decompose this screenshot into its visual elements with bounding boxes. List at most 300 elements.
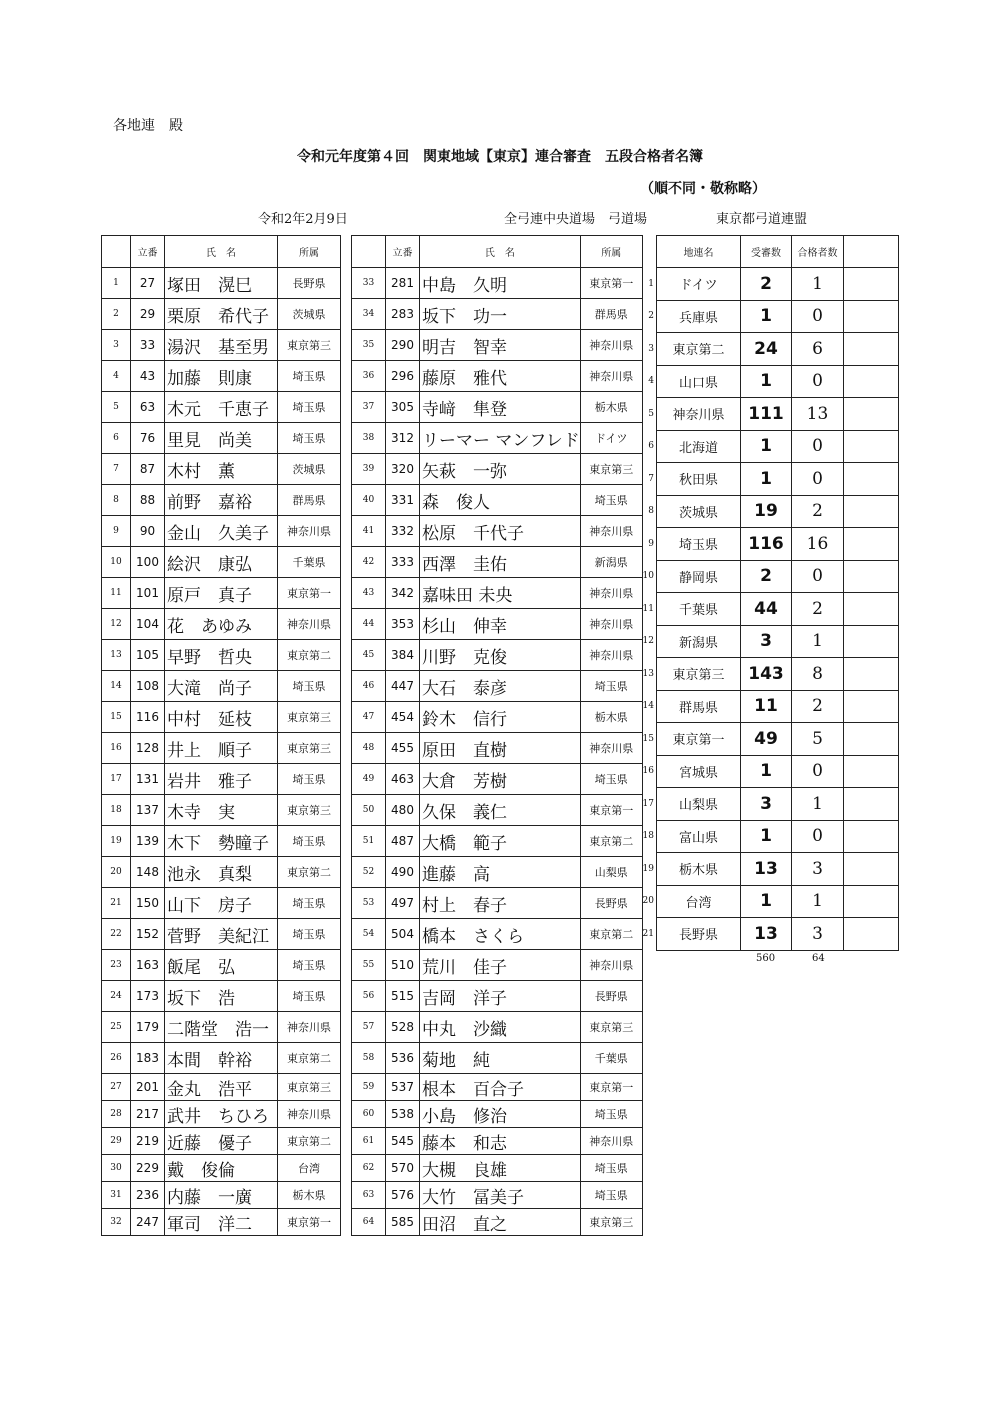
examinee-name: 荒川 佳子 xyxy=(420,950,581,981)
examinee-number: 236 xyxy=(131,1182,165,1209)
examinee-affiliation: 東京第一 xyxy=(278,1209,341,1236)
region-name: 東京第一 xyxy=(657,723,741,756)
summary-index xyxy=(642,560,657,593)
region-name: 東京第二 xyxy=(657,333,741,366)
examinee-number: 510 xyxy=(386,950,420,981)
summary-row xyxy=(654,853,899,886)
passed-header: 合格者数 xyxy=(792,236,844,268)
organizer: 東京都弓道連盟 xyxy=(716,212,808,227)
total-passed: 64 xyxy=(812,953,825,964)
row-index: 14 xyxy=(102,671,131,702)
region-name: 秋田県 xyxy=(657,463,741,496)
examinee-affiliation: 神奈川県 xyxy=(580,733,642,764)
roster-row xyxy=(352,826,643,857)
summary-index xyxy=(648,300,657,333)
summary-index xyxy=(642,755,657,788)
blank-cell xyxy=(844,658,899,691)
examinee-count: 13 xyxy=(741,853,792,886)
summary-row xyxy=(654,593,899,626)
row-index: 64 xyxy=(352,1209,386,1236)
summary-row xyxy=(654,528,899,561)
summary-index-label: 7 xyxy=(648,473,654,484)
examinee-number: 76 xyxy=(131,423,165,454)
row-index: 47 xyxy=(352,702,386,733)
region-name: 東京第三 xyxy=(657,658,741,691)
summary-row xyxy=(654,430,899,463)
examinee-name: 明吉 智幸 xyxy=(420,330,581,361)
examinee-number: 538 xyxy=(386,1101,420,1128)
roster-table-left xyxy=(101,235,341,1236)
passed-count: 1 xyxy=(792,788,844,821)
examinee-name: 杉山 伸幸 xyxy=(420,609,581,640)
examinee-number: 333 xyxy=(386,547,420,578)
examinee-name: 武井 ちひろ xyxy=(165,1101,278,1128)
summary-index-label: 6 xyxy=(648,441,654,452)
region-name: 埼玉県 xyxy=(657,528,741,561)
summary-index-label: 14 xyxy=(642,701,654,712)
row-index: 43 xyxy=(352,578,386,609)
summary-row xyxy=(654,723,899,756)
roster-row xyxy=(102,888,341,919)
examinee-name: 栗原 希代子 xyxy=(165,299,278,330)
row-index: 50 xyxy=(352,795,386,826)
examinee-affiliation: 埼玉県 xyxy=(580,764,642,795)
roster-row xyxy=(352,609,643,640)
examinee-affiliation: 神奈川県 xyxy=(278,1101,341,1128)
examinee-name: リーマー マンフレド xyxy=(420,423,581,454)
examinee-name: 大竹 冨美子 xyxy=(420,1182,581,1209)
examinee-count: 44 xyxy=(741,593,792,626)
examinee-affiliation: 東京第二 xyxy=(580,919,642,950)
examinee-number: 219 xyxy=(131,1128,165,1155)
examinee-number: 384 xyxy=(386,640,420,671)
examinee-number: 296 xyxy=(386,361,420,392)
examinee-affiliation: 埼玉県 xyxy=(278,919,341,950)
number-header: 立番 xyxy=(131,236,165,268)
examinee-affiliation: 埼玉県 xyxy=(278,392,341,423)
blank-cell xyxy=(844,918,899,951)
passed-count: 5 xyxy=(792,723,844,756)
blank-cell xyxy=(844,268,899,301)
roster-row xyxy=(352,1155,643,1182)
examinee-number: 101 xyxy=(131,578,165,609)
examinee-affiliation: 埼玉県 xyxy=(278,764,341,795)
roster-row xyxy=(352,454,643,485)
roster-header-row xyxy=(102,236,341,268)
row-index: 40 xyxy=(352,485,386,516)
examinee-affiliation: 東京第一 xyxy=(580,268,642,299)
roster-header-row xyxy=(352,236,643,268)
region-name: 神奈川県 xyxy=(657,398,741,431)
summary-index-label: 11 xyxy=(642,603,654,614)
summary-index-label: 3 xyxy=(648,343,654,354)
examinee-affiliation: 台湾 xyxy=(278,1155,341,1182)
examinee-number: 497 xyxy=(386,888,420,919)
blank-cell xyxy=(844,755,899,788)
examinee-affiliation: ドイツ xyxy=(580,423,642,454)
examinee-number: 152 xyxy=(131,919,165,950)
summary-index xyxy=(648,463,657,496)
examinee-name: 内藤 一廣 xyxy=(165,1182,278,1209)
examinee-number: 320 xyxy=(386,454,420,485)
summary-index-label: 18 xyxy=(642,831,654,842)
index-header xyxy=(102,236,131,268)
blank-cell xyxy=(844,625,899,658)
affiliation-header: 所属 xyxy=(580,236,642,268)
examinee-name: 大倉 芳樹 xyxy=(420,764,581,795)
examinee-affiliation: 栃木県 xyxy=(580,702,642,733)
passed-count: 0 xyxy=(792,755,844,788)
summary-row xyxy=(654,885,899,918)
examinee-affiliation: 山梨県 xyxy=(580,857,642,888)
examinee-affiliation: 茨城県 xyxy=(278,299,341,330)
roster-row xyxy=(352,795,643,826)
examinee-name: 本間 幹裕 xyxy=(165,1043,278,1074)
roster-row xyxy=(102,516,341,547)
examinee-affiliation: 埼玉県 xyxy=(278,361,341,392)
row-index: 62 xyxy=(352,1155,386,1182)
examinee-count: 1 xyxy=(741,885,792,918)
roster-row xyxy=(102,1043,341,1074)
examinee-count: 1 xyxy=(741,365,792,398)
region-name: 静岡県 xyxy=(657,560,741,593)
examinee-affiliation: 東京第二 xyxy=(278,857,341,888)
passed-count: 3 xyxy=(792,918,844,951)
summary-index xyxy=(648,398,657,431)
examinee-affiliation: 東京第一 xyxy=(580,1074,642,1101)
row-index: 21 xyxy=(102,888,131,919)
examinee-affiliation: 東京第三 xyxy=(278,330,341,361)
examinee-name: 田沼 直之 xyxy=(420,1209,581,1236)
examinee-name: 寺﨑 隼登 xyxy=(420,392,581,423)
examinee-count: 11 xyxy=(741,690,792,723)
region-name: 台湾 xyxy=(657,885,741,918)
roster-row xyxy=(102,795,341,826)
region-name: 新潟県 xyxy=(657,625,741,658)
summary-row xyxy=(654,300,899,333)
row-index: 60 xyxy=(352,1101,386,1128)
examinee-name: 大滝 尚子 xyxy=(165,671,278,702)
examinee-name: 菅野 美紀江 xyxy=(165,919,278,950)
examinee-count: 1 xyxy=(741,300,792,333)
passed-count: 8 xyxy=(792,658,844,691)
examinee-affiliation: 埼玉県 xyxy=(278,950,341,981)
examinee-affiliation: 神奈川県 xyxy=(278,609,341,640)
examinee-count: 1 xyxy=(741,463,792,496)
summary-row xyxy=(654,268,899,301)
passed-count: 13 xyxy=(792,398,844,431)
examinee-name: 坂下 浩 xyxy=(165,981,278,1012)
examinee-number: 545 xyxy=(386,1128,420,1155)
blank-cell xyxy=(844,528,899,561)
examinee-number: 305 xyxy=(386,392,420,423)
row-index: 48 xyxy=(352,733,386,764)
summary-index xyxy=(648,268,657,301)
examinee-name: 原戸 真子 xyxy=(165,578,278,609)
examinee-name: 根本 百合子 xyxy=(420,1074,581,1101)
summary-index-label: 17 xyxy=(642,798,654,809)
roster-row xyxy=(352,1012,643,1043)
examinee-count: 111 xyxy=(741,398,792,431)
examinee-count: 19 xyxy=(741,495,792,528)
examinee-name: 近藤 優子 xyxy=(165,1128,278,1155)
document-title: 令和元年度第４回 関東地域【東京】連合審査 五段合格者名簿 xyxy=(297,149,703,165)
examinee-number: 490 xyxy=(386,857,420,888)
roster-row xyxy=(352,268,643,299)
roster-row xyxy=(102,485,341,516)
examinee-number: 148 xyxy=(131,857,165,888)
summary-index-label: 12 xyxy=(642,636,654,647)
roster-row xyxy=(352,299,643,330)
examinee-affiliation: 茨城県 xyxy=(278,454,341,485)
examinee-number: 108 xyxy=(131,671,165,702)
roster-row xyxy=(352,981,643,1012)
roster-row xyxy=(102,423,341,454)
summary-index xyxy=(648,430,657,463)
examinee-name: 軍司 洋二 xyxy=(165,1209,278,1236)
blank-cell xyxy=(844,300,899,333)
summary-index xyxy=(642,820,657,853)
blank-header xyxy=(844,236,899,268)
row-index: 28 xyxy=(102,1101,131,1128)
roster-row xyxy=(102,392,341,423)
examinee-name: 井上 順子 xyxy=(165,733,278,764)
examinee-name: 橋本 さくら xyxy=(420,919,581,950)
examinee-number: 87 xyxy=(131,454,165,485)
roster-row xyxy=(102,1101,341,1128)
examinee-name: 山下 房子 xyxy=(165,888,278,919)
examinee-number: 332 xyxy=(386,516,420,547)
summary-index-label: 20 xyxy=(642,896,654,907)
row-index: 34 xyxy=(352,299,386,330)
document-note: （順不同・敬称略） xyxy=(640,181,766,197)
examinee-count: 2 xyxy=(741,560,792,593)
row-index: 13 xyxy=(102,640,131,671)
examinee-affiliation: 東京第二 xyxy=(580,826,642,857)
row-index: 17 xyxy=(102,764,131,795)
examinee-number: 353 xyxy=(386,609,420,640)
examinee-name: 花 あゆみ xyxy=(165,609,278,640)
summary-index xyxy=(648,333,657,366)
roster-row xyxy=(102,981,341,1012)
blank-cell xyxy=(844,398,899,431)
examinee-name: 池永 真梨 xyxy=(165,857,278,888)
total-examinees: 560 xyxy=(756,953,776,964)
examinee-affiliation: 神奈川県 xyxy=(580,609,642,640)
roster-row xyxy=(352,330,643,361)
summary-index-label: 13 xyxy=(642,668,654,679)
row-index: 59 xyxy=(352,1074,386,1101)
examinee-number: 100 xyxy=(131,547,165,578)
examinee-name: 藤原 雅代 xyxy=(420,361,581,392)
examinee-name: 西澤 圭佑 xyxy=(420,547,581,578)
index-header xyxy=(352,236,386,268)
blank-cell xyxy=(844,820,899,853)
summary-row xyxy=(654,658,899,691)
examinee-count: 24 xyxy=(741,333,792,366)
roster-row xyxy=(352,361,643,392)
examinee-affiliation: 埼玉県 xyxy=(278,423,341,454)
examinee-number: 139 xyxy=(131,826,165,857)
summary-index-label: 2 xyxy=(648,311,654,322)
row-index: 11 xyxy=(102,578,131,609)
row-index: 63 xyxy=(352,1182,386,1209)
row-index: 23 xyxy=(102,950,131,981)
examinee-number: 163 xyxy=(131,950,165,981)
summary-index-label: 8 xyxy=(648,506,654,517)
number-header: 立番 xyxy=(386,236,420,268)
examinee-number: 504 xyxy=(386,919,420,950)
roster-row xyxy=(352,1043,643,1074)
examinee-count: 2 xyxy=(741,268,792,301)
examinee-name: 藤本 和志 xyxy=(420,1128,581,1155)
roster-row xyxy=(102,640,341,671)
summary-row xyxy=(654,495,899,528)
row-index: 35 xyxy=(352,330,386,361)
summary-index xyxy=(642,788,657,821)
examinee-name: 大槻 良雄 xyxy=(420,1155,581,1182)
passed-count: 2 xyxy=(792,593,844,626)
examinee-name: 中村 延枝 xyxy=(165,702,278,733)
row-index: 37 xyxy=(352,392,386,423)
region-name: 栃木県 xyxy=(657,853,741,886)
examinee-number: 281 xyxy=(386,268,420,299)
examinee-affiliation: 東京第一 xyxy=(580,795,642,826)
blank-cell xyxy=(844,365,899,398)
examinee-number: 480 xyxy=(386,795,420,826)
roster-row xyxy=(352,1074,643,1101)
row-index: 52 xyxy=(352,857,386,888)
name-header: 氏 名 xyxy=(420,236,581,268)
examinee-number: 536 xyxy=(386,1043,420,1074)
examinee-number: 27 xyxy=(131,268,165,299)
examinee-affiliation: 東京第三 xyxy=(278,1074,341,1101)
summary-row xyxy=(654,625,899,658)
summary-index-label: 1 xyxy=(648,278,654,289)
row-index: 31 xyxy=(102,1182,131,1209)
row-index: 30 xyxy=(102,1155,131,1182)
examinee-count: 49 xyxy=(741,723,792,756)
row-index: 33 xyxy=(352,268,386,299)
row-index: 1 xyxy=(102,268,131,299)
passed-count: 2 xyxy=(792,690,844,723)
examinee-number: 43 xyxy=(131,361,165,392)
region-name: 茨城県 xyxy=(657,495,741,528)
examinee-number: 515 xyxy=(386,981,420,1012)
blank-cell xyxy=(844,333,899,366)
row-index: 12 xyxy=(102,609,131,640)
examinee-number: 487 xyxy=(386,826,420,857)
region-name: 北海道 xyxy=(657,430,741,463)
examinee-affiliation: 新潟県 xyxy=(580,547,642,578)
examinee-affiliation: 神奈川県 xyxy=(580,950,642,981)
passed-count: 6 xyxy=(792,333,844,366)
roster-row xyxy=(352,764,643,795)
region-name: 富山県 xyxy=(657,820,741,853)
blank-cell xyxy=(844,495,899,528)
row-index: 25 xyxy=(102,1012,131,1043)
examinee-number: 116 xyxy=(131,702,165,733)
summary-index xyxy=(642,690,657,723)
row-index: 29 xyxy=(102,1128,131,1155)
examinee-number: 455 xyxy=(386,733,420,764)
examinee-name: 早野 哲央 xyxy=(165,640,278,671)
summary-index xyxy=(642,853,657,886)
examinee-number: 463 xyxy=(386,764,420,795)
examinee-affiliation: 長野県 xyxy=(278,268,341,299)
roster-row xyxy=(102,299,341,330)
roster-row xyxy=(102,1155,341,1182)
region-name: 群馬県 xyxy=(657,690,741,723)
examinee-name: 中島 久明 xyxy=(420,268,581,299)
passed-count: 3 xyxy=(792,853,844,886)
addressee: 各地連 殿 xyxy=(113,118,183,134)
examinee-name: 金山 久美子 xyxy=(165,516,278,547)
blank-cell xyxy=(844,430,899,463)
summary-index xyxy=(642,658,657,691)
summary-row xyxy=(654,463,899,496)
row-index: 3 xyxy=(102,330,131,361)
examinee-affiliation: 神奈川県 xyxy=(580,330,642,361)
examinee-number: 90 xyxy=(131,516,165,547)
row-index: 20 xyxy=(102,857,131,888)
examinee-affiliation: 神奈川県 xyxy=(580,578,642,609)
examinee-name: 村上 春子 xyxy=(420,888,581,919)
examinee-number: 537 xyxy=(386,1074,420,1101)
blank-cell xyxy=(844,788,899,821)
roster-row xyxy=(352,671,643,702)
examinee-count: 3 xyxy=(741,788,792,821)
examinee-affiliation: 東京第二 xyxy=(278,1043,341,1074)
roster-row xyxy=(102,268,341,299)
roster-row xyxy=(102,1209,341,1236)
row-index: 41 xyxy=(352,516,386,547)
row-index: 9 xyxy=(102,516,131,547)
examinee-number: 63 xyxy=(131,392,165,423)
examinee-affiliation: 埼玉県 xyxy=(278,981,341,1012)
exam-date: 令和2年2月9日 xyxy=(258,212,348,227)
examinee-name: 小島 修治 xyxy=(420,1101,581,1128)
roster-row xyxy=(352,547,643,578)
roster-row xyxy=(352,485,643,516)
row-index: 56 xyxy=(352,981,386,1012)
examinee-affiliation: 栃木県 xyxy=(580,392,642,423)
roster-row xyxy=(102,1074,341,1101)
examinee-number: 179 xyxy=(131,1012,165,1043)
examinee-count: 143 xyxy=(741,658,792,691)
blank-cell xyxy=(844,463,899,496)
examinee-affiliation: 神奈川県 xyxy=(278,516,341,547)
passed-count: 0 xyxy=(792,365,844,398)
examinee-affiliation: 東京第三 xyxy=(580,1012,642,1043)
summary-row xyxy=(654,365,899,398)
roster-row xyxy=(102,454,341,485)
roster-row xyxy=(102,826,341,857)
examinee-name: 進藤 高 xyxy=(420,857,581,888)
roster-row xyxy=(352,733,643,764)
examinee-name: 前野 嘉裕 xyxy=(165,485,278,516)
blank-cell xyxy=(844,690,899,723)
examinee-number: 576 xyxy=(386,1182,420,1209)
summary-index xyxy=(642,918,657,951)
examinee-affiliation: 栃木県 xyxy=(278,1182,341,1209)
passed-count: 0 xyxy=(792,820,844,853)
region-summary-table xyxy=(642,235,899,951)
summary-row xyxy=(654,755,899,788)
summary-index-label: 19 xyxy=(642,863,654,874)
roster-row xyxy=(102,330,341,361)
row-index: 24 xyxy=(102,981,131,1012)
